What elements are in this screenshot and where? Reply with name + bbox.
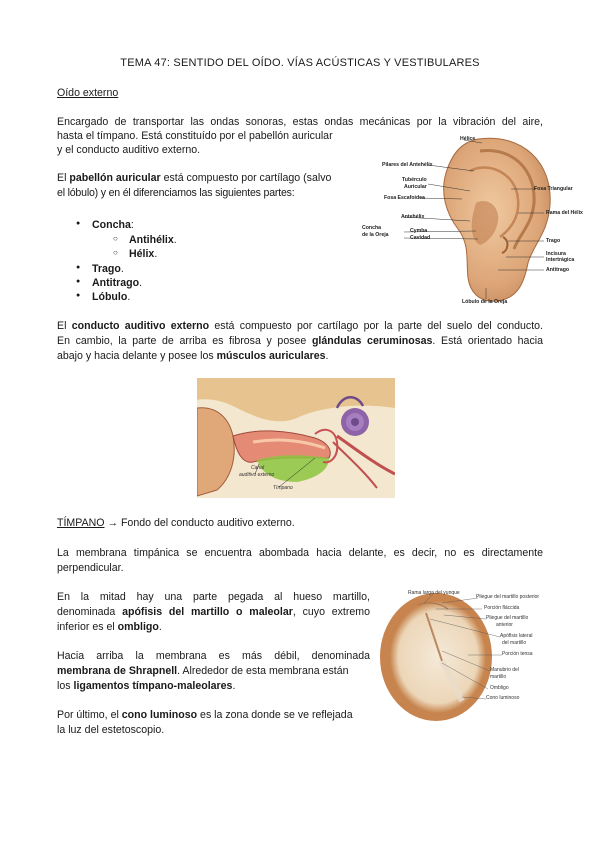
- tympanic-membrane-figure: [378, 585, 558, 725]
- label-cavidad: Cavidad: [410, 235, 431, 241]
- conducto-line-3: abajo y hacia delante y posee los músculos auriculares.: [57, 350, 329, 362]
- intro-line-2: hasta el tímpano. Está constituído por el pabellón auricular: [57, 130, 333, 142]
- label-ombligo: Ombligo: [490, 685, 509, 691]
- label-rama-helix: Rama del Hélix: [546, 210, 583, 216]
- section-heading-timpano: TÍMPANO: [57, 517, 105, 529]
- timpano-p3-line-3: los ligamentos tímpano-maleolares.: [57, 680, 236, 692]
- label-porcion-tensa: Porción tensa: [502, 651, 533, 657]
- timpano-p1-line-2: perpendicular.: [57, 562, 124, 574]
- label-antitrago: Antitrago: [546, 267, 570, 273]
- timpano-p2-line-3: inferior es el ombligo.: [57, 621, 162, 633]
- timpano-p2-line-1: En la mitad hay una parte pegada al hueso martillo,: [57, 591, 370, 603]
- label-porcion-flacida: Porción fláccida: [484, 605, 520, 611]
- timpano-p3-line-2: membrana de Shrapnell. Alrededor de esta membrana están: [57, 665, 349, 677]
- ear-anatomy-figure: [358, 133, 594, 311]
- label-pliegue-anterior-1: Pliegue del martillo: [486, 615, 529, 621]
- label-timpano: Tímpano: [273, 485, 293, 491]
- intro-line-1: Encargado de transportar las ondas sonoras, estas ondas mecánicas por la vibración del aire,: [57, 116, 543, 128]
- label-trago: Trago: [546, 238, 561, 244]
- label-apofisis-2: del martillo: [502, 640, 527, 646]
- timpano-p4-line-2: la luz del estetoscopio.: [57, 724, 165, 736]
- label-tuberculo: Tubérculo: [402, 177, 427, 183]
- ear-canal-figure: [197, 378, 395, 498]
- label-fosa-triangular: Fosa Triangular: [534, 186, 573, 192]
- label-pilares: Pilares del Antehélix: [382, 162, 433, 168]
- label-intertragica: Intertrágica: [546, 257, 575, 263]
- label-manubrio-1: Manubrio del: [490, 667, 519, 673]
- timpano-heading-line: TÍMPANO → Fondo del conducto auditivo externo.: [57, 517, 295, 529]
- label-lobulo: Lóbulo de la Oreja: [462, 299, 508, 305]
- ear-canal-illustration: [197, 378, 395, 498]
- label-rama-larga: Rama larga del yunque: [408, 590, 460, 596]
- timpano-p4-line-1: Por último, el cono luminoso es la zona donde se ve reflejada: [57, 709, 353, 721]
- label-auditivo-externo: auditivo externo: [239, 472, 275, 478]
- label-apofisis-1: Apófisis lateral: [500, 633, 533, 639]
- section-heading-oido-externo: Oído externo: [57, 87, 119, 99]
- label-helice: Hélice: [460, 136, 476, 142]
- label-cono-luminoso: Cono luminoso: [486, 695, 520, 701]
- pabellon-line-1: El pabellón auricular está compuesto por cartílago (salvo: [57, 172, 332, 184]
- label-cymba: Cymba: [410, 228, 428, 234]
- label-auricular: Auricular: [404, 184, 427, 190]
- timpano-p2-line-2: denominada apófisis del martillo o maleolar, cuyo extremo: [57, 606, 370, 618]
- label-concha: Concha: [362, 225, 382, 231]
- timpano-p3-line-1: Hacia arriba la membrana es más débil, denominada: [57, 650, 370, 662]
- pabellon-line-2: el lóbulo) y en él diferenciamos las siguientes partes:: [57, 187, 295, 199]
- label-incisura: Incisura: [546, 251, 566, 257]
- conducto-line-2: En cambio, la parte de arriba es fibrosa y posee glándulas ceruminosas. Está orientado hacia: [57, 335, 543, 347]
- intro-line-3: y el conducto auditivo externo.: [57, 144, 201, 156]
- label-canal: Canal: [251, 465, 265, 471]
- label-fosa-escafoidea: Fosa Escafoidea: [384, 195, 425, 201]
- label-manubrio-2: martillo: [490, 674, 507, 680]
- timpano-p1-line-1: La membrana timpánica se encuentra abombada hacia delante, es decir, no es directamente: [57, 547, 543, 559]
- page-title: TEMA 47: SENTIDO DEL OÍDO. VÍAS ACÚSTICAS Y VESTIBULARES: [120, 57, 480, 69]
- label-pliegue-anterior-2: anterior: [496, 622, 513, 628]
- ear-illustration: [358, 133, 594, 311]
- label-de-la-oreja: de la Oreja: [362, 232, 389, 238]
- label-pliegue-posterior: Pliegue del martillo posterior: [476, 594, 540, 600]
- conducto-line-1: El conducto auditivo externo está compuesto por cartílago por la parte del suelo del conducto.: [57, 320, 543, 332]
- label-antehelix: Antehélix: [401, 214, 425, 220]
